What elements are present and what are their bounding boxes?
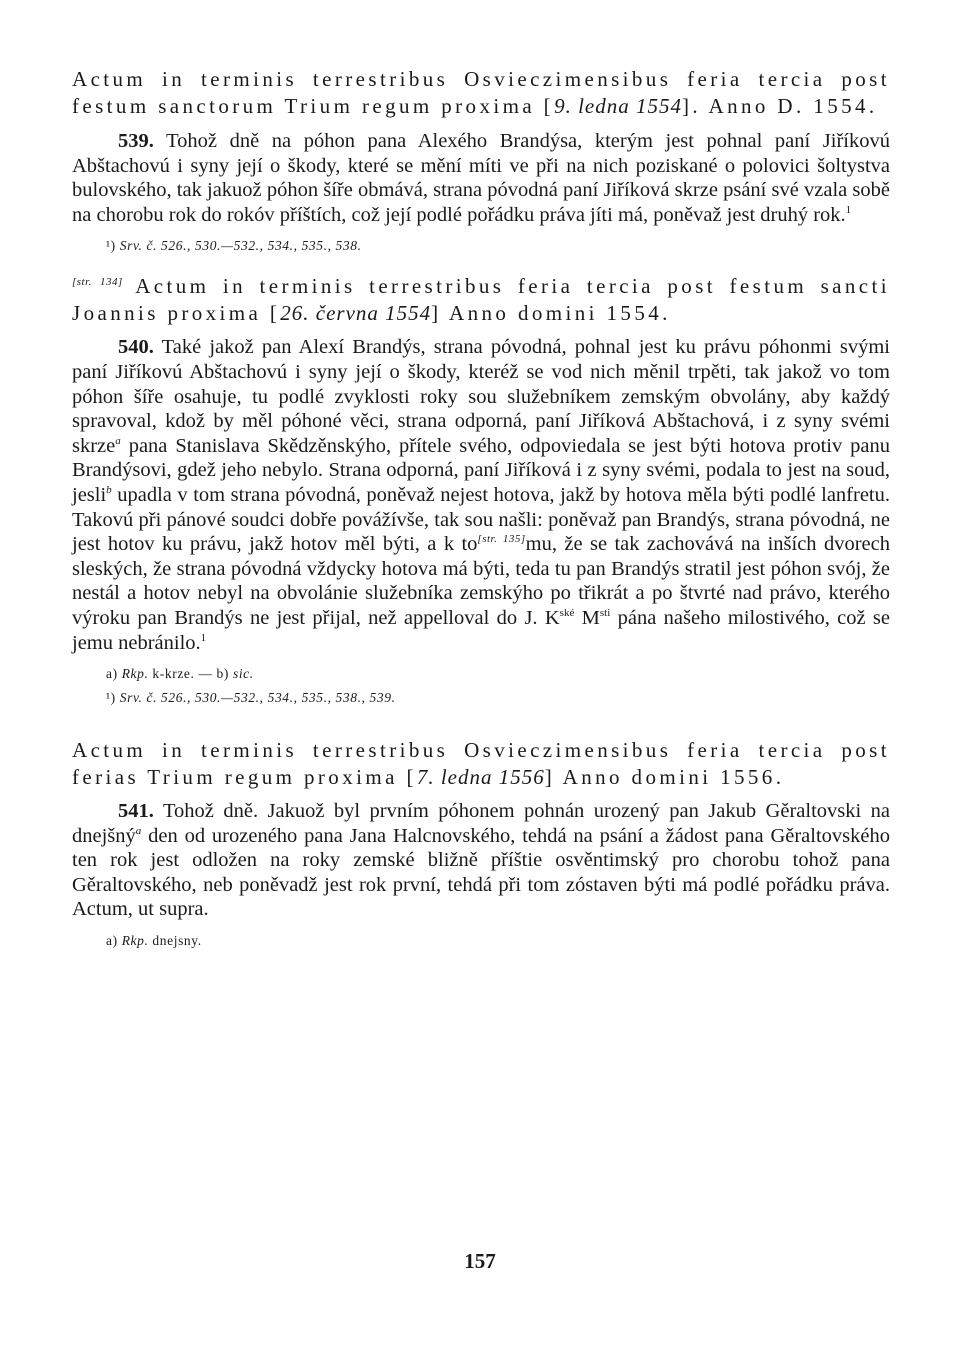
footnote-label: b) — [216, 666, 229, 682]
heading-text-end: ]. Anno D. 1554. — [681, 94, 878, 118]
footnote-text: sic. — [232, 666, 254, 682]
heading-text: Actum in terminis terrestribus feria tercia post festum sancti Joannis proxima [ — [72, 274, 890, 326]
paragraph-text: M — [574, 606, 600, 629]
paragraph-text: pána našeho milostivého, což se jemu nebránilo. — [72, 606, 891, 654]
entry-heading — [72, 273, 890, 327]
inline-page-ref: [str. 135] — [477, 533, 526, 546]
superscript-abbrev: sti — [599, 607, 611, 620]
heading-text-end: ] Anno domini 1554. — [431, 301, 671, 326]
paragraph-number: 540. — [118, 336, 154, 359]
heading-date: 9. ledna 1554 — [554, 94, 682, 118]
heading-text: Actum in terminis terrestribus Osvieczimensibus feria tercia post ferias Trium regum proxima [ — [72, 738, 890, 790]
superscript-abbrev: ské — [559, 607, 575, 620]
document-page — [72, 66, 890, 950]
margin-page-ref: [str. 134] — [72, 276, 123, 289]
paragraph-number: 539. — [118, 130, 154, 152]
footnote-text: Rkp. — [121, 666, 149, 682]
paragraph — [72, 799, 890, 922]
paragraph-text: Tohož dně na póhon pana Alexého Brandýsa, kterým jest pohnal paní Jiříkovú Abštachovú i syny její o škody, které se mění míti ve při na nich poziskané o polovici šoltystva bulovského, tak jakuož póhon šíře obmává, strana póvodná paní Jiříková skrze psání své vzala sobě na chorobu rok do rokóv příštích, což její podlé pořádku práva jíti má, poněvaž jest druhý rok. — [72, 130, 890, 226]
footnote-mark: a — [115, 434, 121, 447]
heading-date: 26. června 1554 — [280, 301, 432, 326]
footnote-text: Rkp. — [121, 933, 149, 949]
footnote — [72, 237, 890, 255]
paragraph-text: pana Stanislava Skědzěnskýho, přítele svého, odpoviedala se jest býti hotova protiv panu Brandýsovi, gdež jeho nebylo. Strana odporná, paní Jiříková i z syny svémi, podala to jest na soud, jesli — [72, 434, 890, 506]
heading-text: Actum in terminis terrestribus Osvieczimensibus feria tercia post festum sanctorum Trium regum proxima [ — [72, 67, 890, 118]
footnote-mark: 1 — [845, 203, 852, 216]
paragraph-number: 541. — [118, 800, 154, 823]
entry-heading — [72, 66, 890, 120]
heading-date: 7. ledna 1556 — [416, 765, 545, 790]
footnote — [72, 689, 890, 707]
entry-heading — [72, 737, 890, 791]
footnote-label: ¹) — [106, 238, 116, 254]
footnote-label: a) — [106, 933, 118, 949]
footnote-label: a) — [106, 666, 118, 682]
paragraph-text: upadla v tom strana póvodná, poněvaž nejest hotova, jakž by hotova měla býti podlé lanfretu. Takovú při pánové soudci dobře povážívše, tak sou našli: poněvaž pan Brandýs, strana póvodná, ne jest hotov ku právu, jakž hotov měl býti, a k to — [72, 483, 890, 556]
footnote-text: k-krze. — — [148, 666, 217, 682]
heading-text-end: ] Anno domini 1556. — [544, 765, 785, 790]
page-number: 157 — [464, 1249, 496, 1273]
paragraph-text: den od urozeného pana Jana Halcnovského, tehdá na psání a žádost pana Gěraltovského ten rok jest odložen na roky zemské bližně příštie osvěntimský pro chorobu tohož pana Gěraltovského, neb poněvadž jest rok první, tehdá při tom zóstaven býti má podlé pořádku práva. Actum, ut supra. — [72, 824, 890, 921]
paragraph-text: Tohož dně. Jakuož byl prvním póhonem pohnán urozený pan Jakub Gěraltovski na dnejšný — [72, 800, 890, 847]
footnote-text: Srv. č. 526., 530.—532., 534., 535., 538. — [119, 238, 362, 254]
footnote-text: Srv. č. 526., 530.—532., 534., 535., 538., 539. — [119, 690, 396, 706]
footnote-label: ¹) — [106, 690, 116, 706]
footnote-text: dnejsny. — [148, 933, 202, 949]
paragraph-text: mu, že se tak zachovává na inších dvorech sleských, že strana póvodná vždycky hotova má býti, teda tu pan Brandýs stratil jest póhon svój, že nestál a hotov nebyl na obvolánie služebníka zemskýho po třikrát a po štvrté nad právo, kterého výroku pan Brandýs ne jest přijal, než appelloval do J. K — [72, 533, 890, 629]
paragraph-text: Také jakož pan Alexí Brandýs, strana póvodná, pohnal jest ku právu póhonmi svými paní Jiříkovú Abštachovú i syny její o škody, kteréž se vod nich měnil trpěti, tak jakož vo tom póhon šíře osahuje, tu podlé zvyklosti roky sou služebníkem zemským obvolány, aby každý spravoval, kdož by měl póhoné věci, strana odporná, paní Jiříková Abštachová, i z syny svémi skrze — [72, 336, 890, 457]
footnote — [72, 665, 890, 683]
paragraph — [72, 335, 890, 655]
footnote-mark: b — [106, 484, 112, 497]
footnote — [72, 932, 890, 950]
paragraph — [72, 129, 890, 227]
footnote-mark: 1 — [200, 631, 207, 644]
footnote-mark: a — [135, 824, 142, 837]
